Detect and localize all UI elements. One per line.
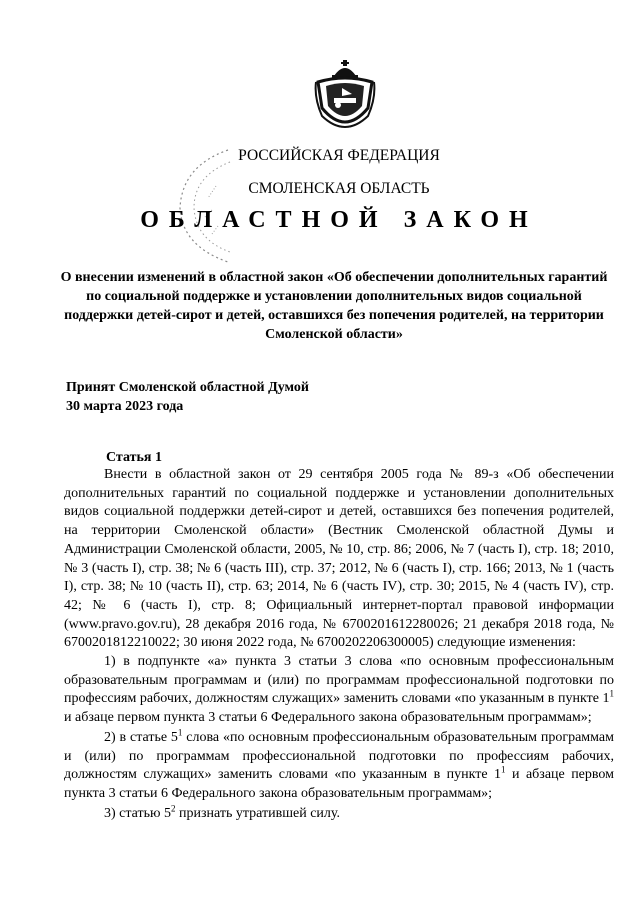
article-intro: Внести в областной закон от 29 сентября 2005 года № 89-з «Об обеспечении дополнительных гарантий по социальной поддержке и установлении дополнительных видов социальной поддержки детей-сирот и детей, оставшихся без попечения родителей, на территории Смоленской области» (Вестник Смоленской областной Думы и Администрации Смоленской области, 2005, № 10, стр. 86; 2006, № 7 (часть I), стр. 18; 2010, № 3 (часть I), стр. 38; № 6 (часть III), стр. 37; 2012, № 6 (часть I), стр. 166; 2013, № 1 (часть I), стр. 38; № 10 (часть II), стр. 63; 2014, № 6 (часть IV), стр. 30; 2015, № 4 (часть IV), стр. 42; № 6 (часть I), стр. 8; Официальный интернет-портал правовой информации (www.pravo.gov.ru), 28 декабря 2016 года, № 6700201612280026; 21 декабря 2018 года, № 6700201812210022; 30 июня 2022 года, № 6700202206300005) следующие изменения:	[64, 467, 614, 651]
article-title: Статья 1	[106, 450, 162, 465]
region-heading: СМОЛЕНСКАЯ ОБЛАСТЬ	[248, 180, 430, 197]
law-title: О внесении изменений в областной закон «Об обеспечении дополнительных гарантий по социальной поддержке и установлении дополнительных видов социальной поддержки детей-сирот и детей, оставшихся без попечения родителей, на территории Смоленской области»	[60, 270, 608, 342]
article-body	[64, 466, 614, 823]
list-item: 2) в статье $5^1$ слова «по основным профессиональным образовательным программам и (или) по программам профессиональной подготовки по профессиям рабочих, должностям служащих» заменить словами «по указанным в пункте $1^1$ и абзаце первом пункта 3 статьи 6 Федерального закона образовательным программам»;	[64, 727, 615, 801]
adoption-info	[66, 378, 466, 416]
adoption-date: 30 марта 2023 года	[66, 399, 184, 414]
federation-heading: РОССИЙСКАЯ ФЕДЕРАЦИЯ	[238, 147, 440, 164]
document-type-heading: ОБЛАСТНОЙ ЗАКОН	[140, 207, 538, 233]
list-item: 3) статью $5^2$ признать утратившей силу.	[104, 803, 340, 821]
adopted-by: Принят Смоленской областной Думой	[66, 380, 309, 395]
coat-of-arms-icon	[312, 58, 378, 136]
list-item: 1) в подпункте «а» пункта 3 статьи 3 слова «по основным профессиональным образовательным программам и (или) по программам профессиональной подготовки по профессиям рабочих, должностям служащих» заменить словами «по указанным в пункте $1^1$ и абзаце первом пункта 3 статьи 6 Федерального закона образовательным программам»;	[64, 654, 614, 726]
